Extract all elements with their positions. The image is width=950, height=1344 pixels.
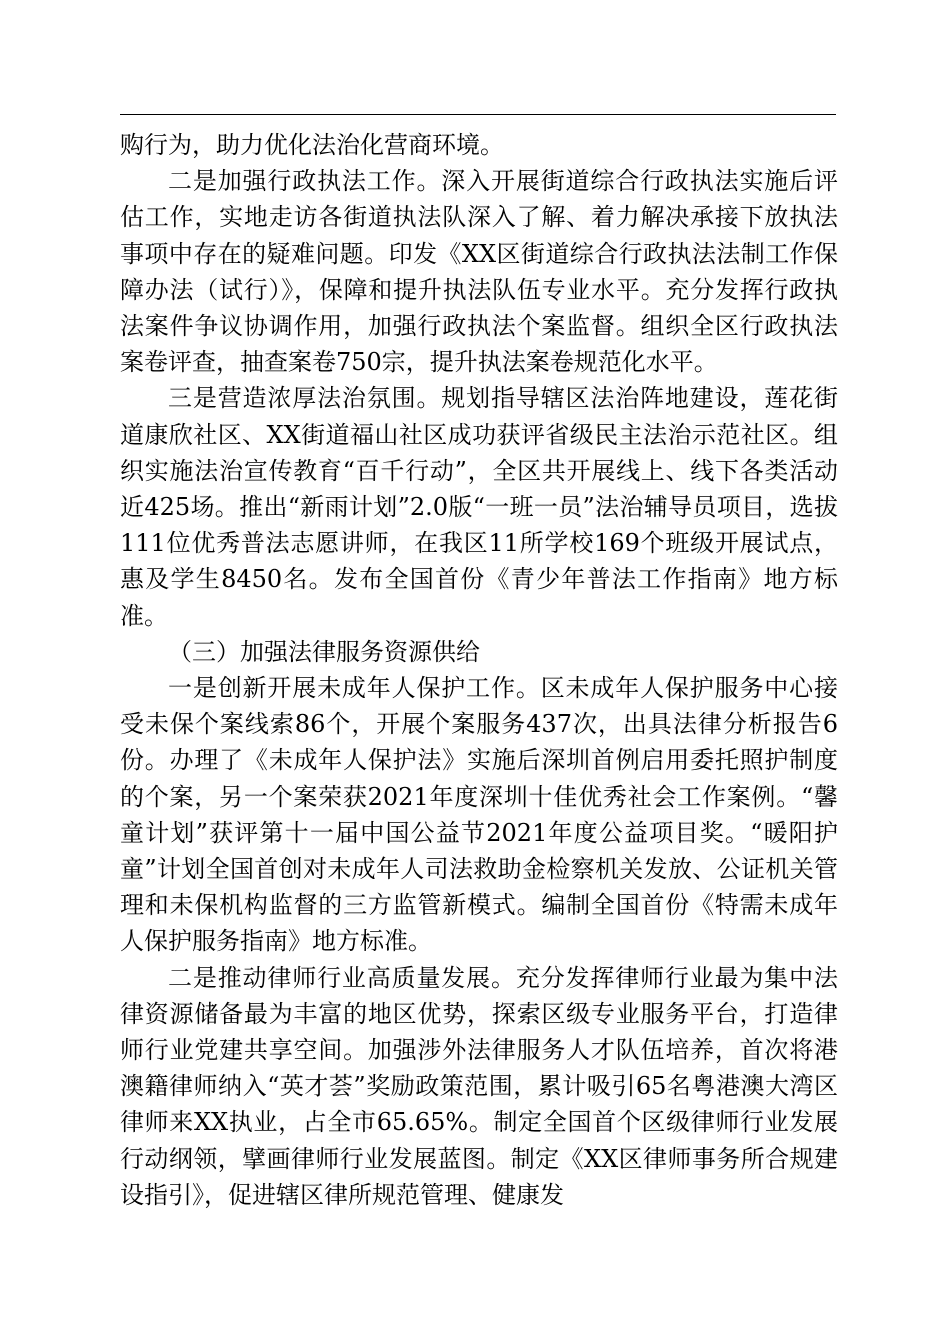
paragraph-rule-of-law-atmosphere: 三是营造浓厚法治氛围。规划指导辖区法治阵地建设，莲花街道康欣社区、XX街道福山社区成功获评省级民主法治示范社区。组织实施法治宣传教育“百千行动”，全区共开展线上、线下各类活动近425场。推出“新雨计划”2.0版“一班一员”法治辅导员项目，选拔111位优秀普法志愿讲师，在我区11所学校169个班级开展试点，惠及学生8450名。发布全国首份《青少年普法工作指南》地方标准。 [120, 384, 838, 630]
section-heading-legal-services: （三）加强法律服务资源供给 [168, 637, 480, 666]
paragraph-administrative-enforcement: 二是加强行政执法工作。深入开展街道综合行政执法实施后评估工作，实地走访各街道执法队深入了解、着力解决承接下放执法事项中存在的疑难问题。印发《XX区街道综合行政执法法制工作保障办法（试行）》，保障和提升执法队伍专业水平。充分发挥行政执法案件争议协调作用，加强行政执法个案监督。组织全区行政执法案卷评查，抽查案卷750宗，提升执法案卷规范化水平。 [120, 167, 838, 377]
paragraph-continuation: 购行为，助力优化法治化营商环境。 [120, 131, 504, 159]
document-body [120, 127, 838, 1213]
header-rule [120, 114, 836, 115]
paragraph-minor-protection: 一是创新开展未成年人保护工作。区未成年人保护服务中心接受未保个案线索86个，开展个案服务437次，出具法律分析报告6份。办理了《未成年人保护法》实施后深圳首例启用委托照护制度的个案，另一个案荣获2021年度深圳十佳优秀社会工作案例。“馨童计划”获评第十一届中国公益节2021年度公益项目奖。“暖阳护童”计划全国首创对未成年人司法救助金检察机关发放、公证机关管理和未保机构监督的三方监管新模式。编制全国首份《特需未成年人保护服务指南》地方标准。 [120, 674, 838, 956]
paragraph-lawyer-industry: 二是推动律师行业高质量发展。充分发挥律师行业最为集中法律资源储备最为丰富的地区优势，探索区级专业服务平台，打造律师行业党建共享空间。加强涉外法律服务人才队伍培养，首次将港澳籍律师纳入“英才荟”奖励政策范围，累计吸引65名粤港澳大湾区律师来XX执业，占全市65.65%。制定全国首个区级律师行业发展行动纲领，擘画律师行业发展蓝图。制定《XX区律师事务所合规建设指引》，促进辖区律所规范管理、健康发 [120, 963, 838, 1209]
